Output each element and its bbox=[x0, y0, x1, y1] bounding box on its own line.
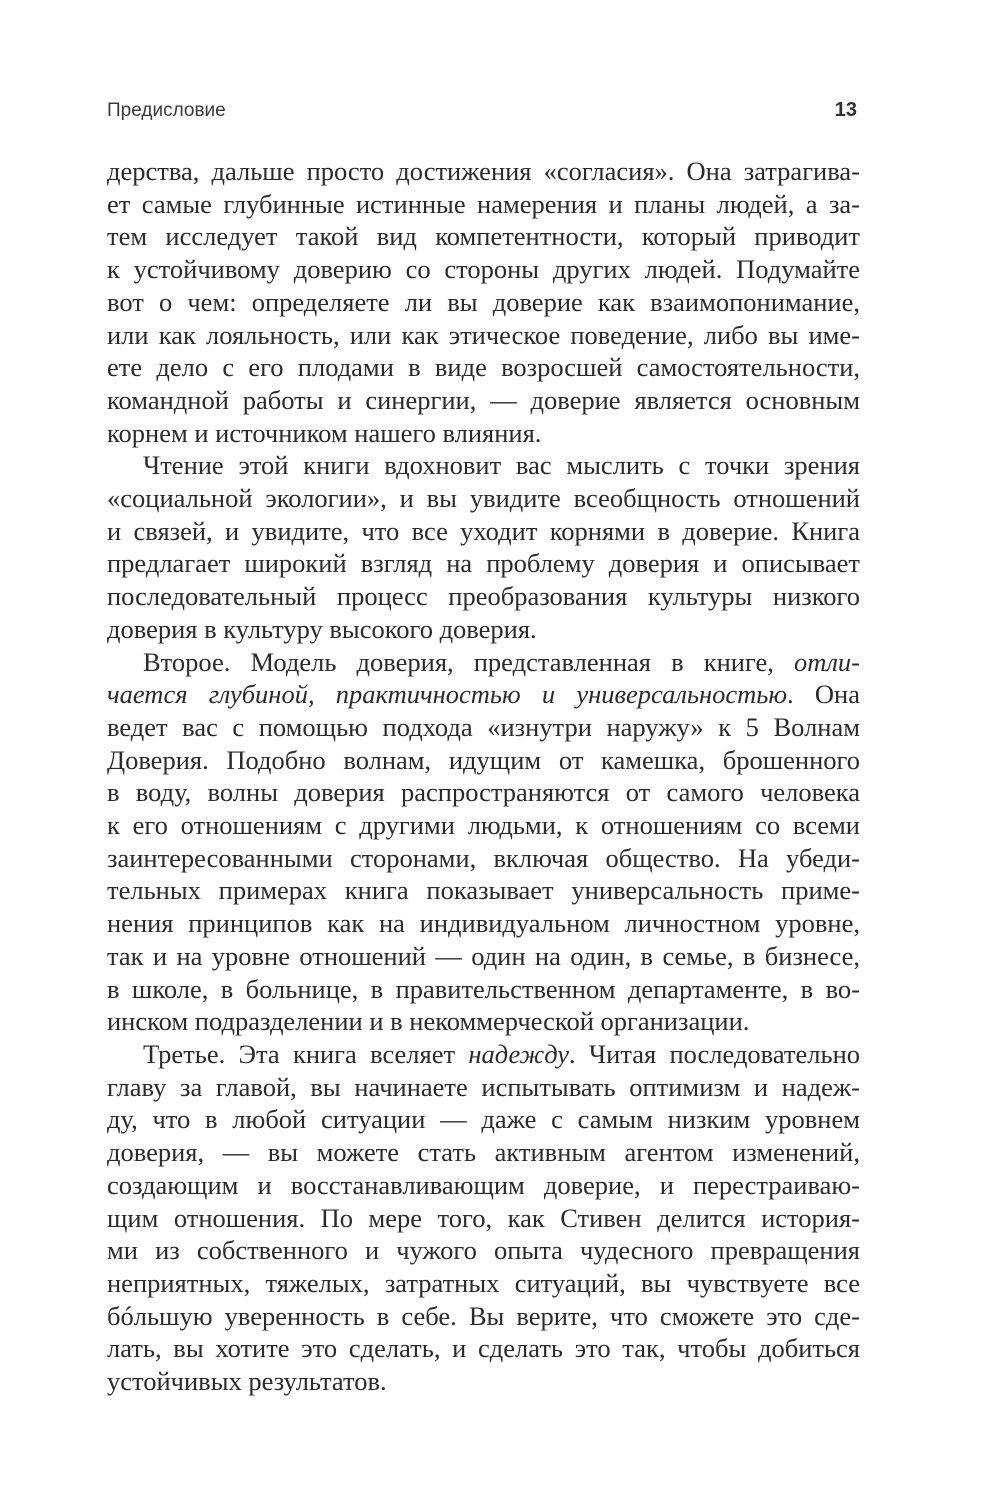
italic-text: отли- bbox=[793, 646, 860, 677]
text-line bbox=[107, 188, 860, 221]
text-line bbox=[107, 744, 860, 777]
text-run: к его отношениям с другими людьми, к отношениям со всеми bbox=[107, 810, 860, 841]
text-run: доверия в культуру высокого доверия. bbox=[107, 613, 537, 644]
text-run: заинтересованными сторонами, включая общество. На убеди- bbox=[107, 842, 860, 873]
italic-text: чается глубиной, практичностью и универсальностью bbox=[107, 679, 788, 710]
text-line bbox=[107, 417, 860, 450]
text-run: в школе, в больнице, в правительственном департаменте, в во- bbox=[107, 973, 860, 1004]
text-run: тем исследует такой вид компетентности, который приводит bbox=[107, 221, 860, 252]
text-run: или как лояльность, или как этическое поведение, либо вы име- bbox=[107, 319, 860, 350]
text-line bbox=[107, 613, 860, 646]
text-run: Второе. Модель доверия, представленная в книге, bbox=[143, 646, 794, 677]
text-line bbox=[107, 384, 860, 417]
text-run: бóльшую уверенность в себе. Вы верите, что сможете это сде- bbox=[107, 1300, 860, 1331]
text-line bbox=[107, 1234, 860, 1267]
text-line bbox=[107, 678, 860, 711]
text-line bbox=[107, 319, 860, 352]
text-line bbox=[107, 907, 860, 940]
page-number: 13 bbox=[834, 99, 857, 121]
text-run: дерства, дальше просто достижения «согласия». Она затрагива- bbox=[107, 156, 860, 186]
text-run: ду, что в любой ситуации — даже с самым низким уровнем bbox=[107, 1104, 860, 1135]
text-run: создающим и восстанавливающим доверие, и перестраиваю- bbox=[107, 1169, 860, 1200]
text-run: Доверия. Подобно волнам, идущим от камешка, брошенного bbox=[107, 744, 860, 775]
text-line bbox=[107, 286, 860, 319]
text-run: и связей, и увидите, что все уходит корнями в доверие. Книга bbox=[107, 515, 860, 546]
text-run: главу за главой, вы начинаете испытывать оптимизм и надеж- bbox=[107, 1071, 860, 1102]
text-line bbox=[107, 1202, 860, 1235]
italic-text: надежду bbox=[468, 1038, 570, 1069]
text-line bbox=[107, 842, 860, 875]
text-line bbox=[107, 253, 860, 286]
text-run: доверия, — вы можете стать активным агентом изменений, bbox=[107, 1137, 860, 1168]
text-run: ведет вас с помощью подхода «изнутри наружу» к 5 Волнам bbox=[107, 711, 860, 742]
text-line bbox=[107, 1267, 860, 1300]
text-run: инском подразделении и в некоммерческой организации. bbox=[107, 1006, 750, 1037]
text-line bbox=[107, 1365, 860, 1398]
text-run: лать, вы хотите это сделать, и сделать это так, чтобы добиться bbox=[107, 1333, 860, 1364]
paragraph bbox=[107, 646, 860, 1038]
text-run: нения принципов как на индивидуальном личностном уровне, bbox=[107, 908, 860, 939]
text-line bbox=[107, 1071, 860, 1104]
text-line bbox=[107, 1300, 860, 1333]
text-run: «социальной экологии», и вы увидите всеобщность отношений bbox=[107, 483, 860, 514]
text-run: Третье. Эта книга вселяет bbox=[143, 1038, 469, 1069]
text-line bbox=[107, 1038, 860, 1071]
text-line bbox=[107, 711, 860, 744]
text-run: Чтение этой книги вдохновит вас мыслить с точки зрения bbox=[143, 450, 860, 481]
text-run: ми из собственного и чужого опыта чудесного превращения bbox=[107, 1235, 860, 1266]
text-run: в воду, волны доверия распространяются от самого человека bbox=[107, 777, 860, 808]
text-run: так и на уровне отношений — один на один, в семье, в бизнесе, bbox=[107, 940, 860, 971]
text-line bbox=[107, 1005, 860, 1038]
text-run: предлагает широкий взгляд на проблему доверия и описывает bbox=[107, 548, 860, 579]
paragraph bbox=[107, 1038, 860, 1398]
text-run: тельных примерах книга показывает универсальность приме- bbox=[107, 875, 860, 906]
text-line bbox=[107, 1136, 860, 1169]
text-line bbox=[107, 1169, 860, 1202]
text-run: последовательный процесс преобразования культуры низкого bbox=[107, 581, 860, 612]
text-run: ет самые глубинные истинные намерения и планы людей, а за- bbox=[107, 188, 860, 219]
text-run: . Она bbox=[787, 679, 860, 710]
paragraph bbox=[107, 449, 860, 645]
text-line bbox=[107, 973, 860, 1006]
text-run: корнем и источником нашего влияния. bbox=[107, 417, 542, 448]
text-line bbox=[107, 547, 860, 580]
text-run: . Читая последовательно bbox=[569, 1038, 861, 1069]
text-line bbox=[107, 220, 860, 253]
text-run: к устойчивому доверию со стороны других людей. Подумайте bbox=[107, 254, 860, 285]
text-line bbox=[107, 351, 860, 384]
text-run: устойчивых результатов. bbox=[107, 1366, 387, 1397]
text-line bbox=[107, 449, 860, 482]
text-line bbox=[107, 646, 860, 679]
text-line bbox=[107, 580, 860, 613]
text-run: ете дело с его плодами в виде возросшей самостоятельности, bbox=[107, 352, 860, 383]
text-line bbox=[107, 809, 860, 842]
text-line bbox=[107, 776, 860, 809]
body-text bbox=[107, 155, 860, 1398]
text-line bbox=[107, 940, 860, 973]
text-line bbox=[107, 1103, 860, 1136]
text-line bbox=[107, 482, 860, 515]
text-run: командной работы и синергии, — доверие является основным bbox=[107, 384, 860, 415]
paragraph bbox=[107, 155, 860, 449]
text-line bbox=[107, 874, 860, 907]
text-line bbox=[107, 1332, 860, 1365]
text-run: неприятных, тяжелых, затратных ситуаций, вы чувствуете все bbox=[107, 1267, 860, 1298]
text-run: щим отношения. По мере того, как Стивен делится история- bbox=[107, 1202, 860, 1233]
text-line bbox=[107, 155, 860, 188]
text-run: вот о чем: определяете ли вы доверие как взаимопонимание, bbox=[107, 286, 860, 317]
running-head: Предисловие bbox=[107, 100, 226, 121]
text-line bbox=[107, 515, 860, 548]
